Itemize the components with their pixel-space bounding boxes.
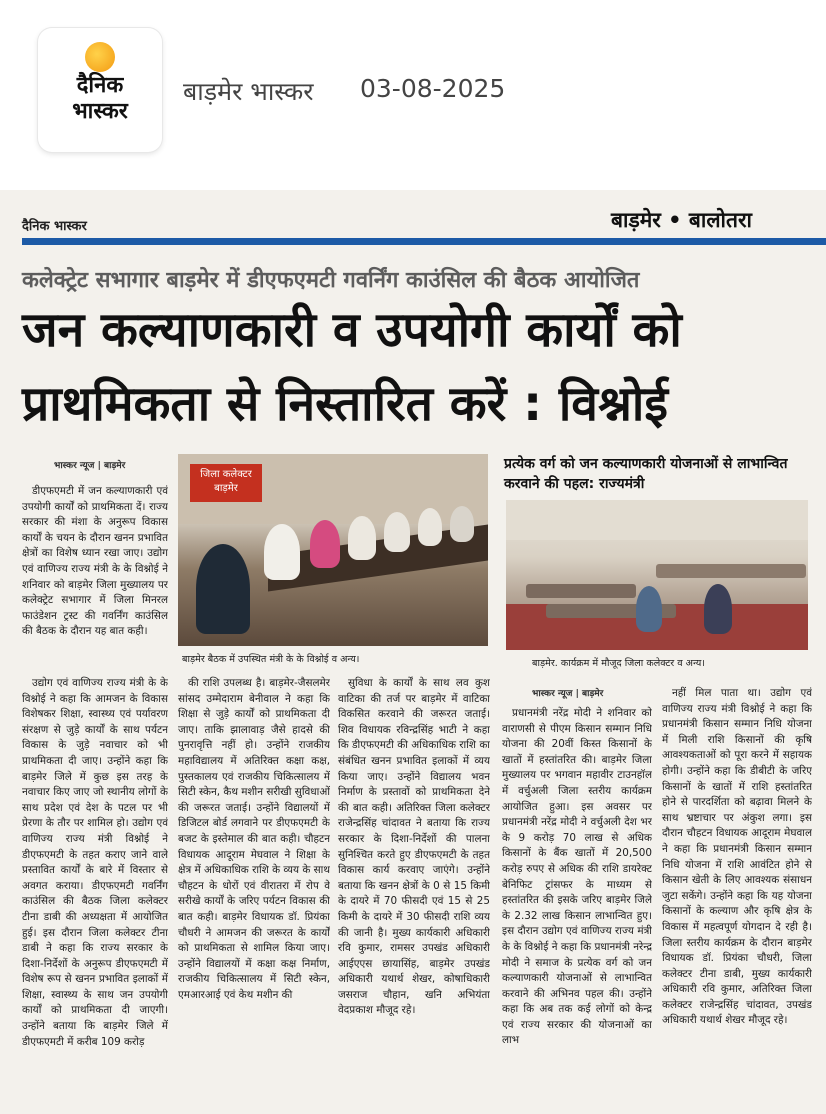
story-column-1-top (22, 484, 168, 670)
sun-icon (85, 42, 115, 72)
logo-text-line1: दैनिक (76, 73, 124, 98)
meeting-photo (178, 454, 488, 646)
side-story-column-1 (502, 706, 652, 1112)
story-column-3 (338, 676, 490, 1112)
photo2-caption: बाड़मेर. कार्यक्रम में मौजूद जिला कलेक्टर व अन्य। (532, 658, 705, 669)
paragraph: की राशि उपलब्ध है। बाड़मेर-जैसलमेर सांसद उम्मेदाराम बेनीवाल ने कहा कि शिक्षा से जुड़े कार्यों को प्राथमिकता दी जाए। ताकि झालावाड़ जैसे हादसे की पुनरावृत्ति नहीं हो। उन्होंने राजकीय महाविद्यालय में अतिरिक्त कक्षा कक्ष, पुस्तकालय एवं राजकीय चिकित्सालय में सिटी स्केन, कैथ मशीन सरीखी सुविधाओं की जरूरत जताई। उन्होंने विद्यालयों में डिजिटल बोर्ड लगवाने पर डीएफएमटी के बजट के इस्तेमाल की बात कही। चौहटन विधायक आदूराम मेघवाल ने शिक्षा के क्षेत्र में अधिकाधिक राशि के व्यय के साथ चौहटन के धोरों एवं वीरातरा में रोप वे सरीखे कार्यों के जरिए पर्यटन विकास की बात कही। बाड़मेर विधायक डॉ. प्रियंका चौधरी ने आमजन की जरूरत के कार्यों को प्राथमिकता से शामिल किया जाए। उन्होंने विद्यालयों में कक्षा कक्ष निर्माण, राजकीय चिकित्सालय में सिटी स्केन, एमआरआई एवं केथ मशीन की (178, 677, 330, 1001)
photo-sign: जिला कलेक्टर बाड़मेर (190, 464, 262, 502)
side-story-byline: भास्कर न्यूज | बाड़मेर (532, 689, 604, 699)
photo-person (384, 512, 410, 552)
photo-person (636, 586, 662, 632)
photo-seat-row (526, 584, 636, 598)
masthead-rule (22, 238, 826, 245)
masthead-right: बाड़मेर • बालोतरा (611, 208, 752, 232)
story-headline-line1: जन कल्याणकारी व उपयोगी कार्यों को (22, 302, 682, 358)
side-story-headline: प्रत्येक वर्ग को जन कल्याणकारी योजनाओं से लाभान्वित करवाने की पहल: राज्यमंत्री (504, 456, 788, 492)
photo-person (310, 520, 340, 568)
story-headline-line2: प्राथमिकता से निस्तारित करें : विश्नोई (22, 376, 668, 432)
story-byline: भास्कर न्यूज | बाड़मेर (54, 461, 126, 471)
story-kicker: कलेक्ट्रेट सभागार बाड़मेर में डीएफएमटी गवर्निंग काउंसिल की बैठक आयोजित (22, 268, 640, 293)
logo-text-line2: भास्कर (72, 99, 128, 124)
masthead-left: दैनिक भास्कर (22, 219, 87, 234)
paragraph: डीएफएमटी में जन कल्याणकारी एवं उपयोगी कार्यों को प्राथमिकता दें। राज्य सरकार की मंशा के अनुरूप विकास कार्यों के चयन के दौरान खनन प्रभावित क्षेत्रों का विशेष ध्यान रखा जाए। उद्योग एवं वाणिज्य राज्य मंत्री के के विश्नोई ने शनिवार को बाड़मेर जिला मुख्यालय पर कलेक्ट्रेट सभागार में जिला मिनरल फाउंडेशन ट्रस्ट की गवर्निंग काउंसिल की बैठक के दौरान यह बात कही। (22, 485, 168, 638)
photo-person (450, 506, 474, 542)
newspaper-page (0, 190, 826, 1114)
photo-person (196, 544, 250, 634)
photo-person (264, 524, 300, 580)
story-column-2 (178, 676, 330, 1112)
edition-date: 03-08-2025 (360, 74, 506, 103)
photo-person (418, 508, 442, 546)
paragraph: नहीं मिल पाता था। उद्योग एवं वाणिज्य राज्य मंत्री विश्नोई ने कहा कि प्रधानमंत्री किसान सम्मान निधि योजना में मिली राशि किसानों की कृषि आवश्यकताओं को पूरा करने में सहायक होगी। उन्होंने कहा कि डीबीटी के जरिए किसानों के खातों में राशि हस्तांतरित होने से पारदर्शिता को बढ़ावा मिलने के साथ भ्रष्टाचार पर अंकुश लगा। इस दौरान चौहटन विधायक आदूराम मेघवाल ने कहा कि प्रधानमंत्री किसान सम्मान निधि योजना में राशि आवंटित होने से किसान खेती के लिए आवश्यक संसाधन जुटा सकेंगे। उन्होंने कहा कि यह योजना किसानों के कल्याण और कृषि क्षेत्र के विकास में महत्वपूर्ण योगदान दे रही है। जिला स्तरीय कार्यक्रम के दौरान बाड़मेर विधायक डॉ. प्रियंका चौधरी, जिला कलेक्टर टीना डाबी, मुख्य कार्यकारी अधिकारी रवि कुमार, अतिरिक्त जिला कलेक्टर राजेन्द्रसिंह चांदावत, उपखंड अधिकारी यथार्थ शेखर मौजूद रहे। (662, 687, 812, 1027)
photo-audience (656, 564, 806, 578)
photo-person (704, 584, 732, 634)
dainik-bhaskar-logo[interactable] (38, 28, 162, 152)
paragraph: प्रधानमंत्री नरेंद्र मोदी ने शनिवार को वाराणसी से पीएम किसान सम्मान निधि योजना की 20वीं किस्त किसानों के खातों में हस्तांतरित की। बाड़मेर जिला मुख्यालय पर भगवान महावीर टाउनहॉल में वर्चुअली जिला स्तरीय कार्यक्रम आयोजित हुआ। इस अवसर पर प्रधानमंत्री नरेंद्र मोदी ने वर्चुअली देश भर के 9 करोड़ 70 लाख से अधिक किसानों के बैंक खातों में 20,500 करोड़ रुपए से अधिक की राशि डायरेक्ट बेनिफिट ट्रांसफर के माध्यम से हस्तांतरित की इसके जरिए बाड़मेर जिले के 2.32 लाख किसान लाभान्वित हुए। इस दौरान उद्योग एवं वाणिज्य राज्य मंत्री के के विश्नोई ने कहा कि प्रधानमंत्री नरेन्द्र मोदी ने समाज के प्रत्येक वर्ग को जन कल्याणकारी योजनाओं से लाभान्वित करवाने की अभिनव पहल की। उन्होंने कहा कि अब तक कई लोगों को केन्द्र एवं राज्य सरकार की योजनाओं का लाभ (502, 707, 652, 1047)
photo-person (348, 516, 376, 560)
side-story-column-2 (662, 686, 812, 1112)
app-header (0, 0, 826, 190)
event-photo (506, 500, 808, 650)
paragraph: उद्योग एवं वाणिज्य राज्य मंत्री के के विश्नोई ने कहा कि आमजन के विकास विशेषकर शिक्षा, स्वास्थ्य एवं पर्यावरण संरक्षण से जुड़े कार्यों के साथ पर्यटन विकास के जुड़े नवाचार को भी प्राथमिकता दी जाए। उन्होंने कहा कि बाड़मेर जिले में कुछ इस तरह के नवाचार किए जाए जो स्थानीय लोगों के साथ प्रदेश एवं देश के पटल पर भी प्रेरणा के तौर पर शामिल हो। उद्योग एवं वाणिज्य राज्य मंत्री विश्नोई ने डीएफएमटी के तहत कराए जाने वाले प्रस्तावित कार्यों के बारे में विस्तार से अवगत कराया। डीएफएमटी गवर्निंग काउंसिल की बैठक जिला कलेक्टर टीना डाबी की अध्यक्षता में आयोजित हुई। इस दौरान जिला कलेक्टर टीना डाबी ने कहा कि राज्य सरकार के दिशा-निर्देशों के अनुरूप डीएफएमटी में विशेष रूप से खनन प्रभावित इलाकों में शिक्षा, स्वास्थ्य के साथ जन उपयोगी कार्यों को प्राथमिकता दी जाएगी। उन्होंने बताया कि बाड़मेर जिले में डीएफएमटी में करीब 109 करोड़ (22, 677, 168, 1048)
photo1-caption: बाड़मेर बैठक में उपस्थित मंत्री के के विश्नोई व अन्य। (182, 654, 360, 665)
story-column-1 (22, 676, 168, 1112)
edition-title: बाड़मेर भास्कर (183, 77, 314, 106)
photo-wall (506, 500, 808, 540)
paragraph: सुविधा के कार्यों के साथ लव कुश वाटिका की तर्ज पर बाड़मेर में वाटिका विकसित करवाने की जरूरत जताई। शिव विधायक रविन्द्रसिंह भाटी ने कहा कि डीएफएमटी की अधिकाधिक राशि का संबंधित खनन प्रभावित इलाकों में व्यय किया जाए। उन्होंने विद्यालय भवन निर्माण के प्रस्तावों को प्राथमिकता देने की बात कही। अतिरिक्त जिला कलेक्टर राजेन्द्रसिंह चांदावत ने बताया कि राज्य सरकार के दिशा-निर्देशों की पालना सुनिश्चित करते हुए डीएफएमटी के तहत विकास कार्य करवाए जाएंगे। उन्होंने बताया कि खनन क्षेत्रों के 0 से 15 किमी के दायरे में 70 फीसदी एवं 15 से 25 किमी के दायरे में 30 फीसदी राशि व्यय की जानी है। मुख्य कार्यकारी अधिकारी रवि कुमार, रामसर उपखंड अधिकारी आईएएस छायासिंह, बाड़मेर उपखंड अधिकारी यथार्थ शेखर, कोषाधिकारी जसराज चौहान, खनि अभियंता वेदप्रकाश मौजूद रहे। (338, 677, 490, 1017)
